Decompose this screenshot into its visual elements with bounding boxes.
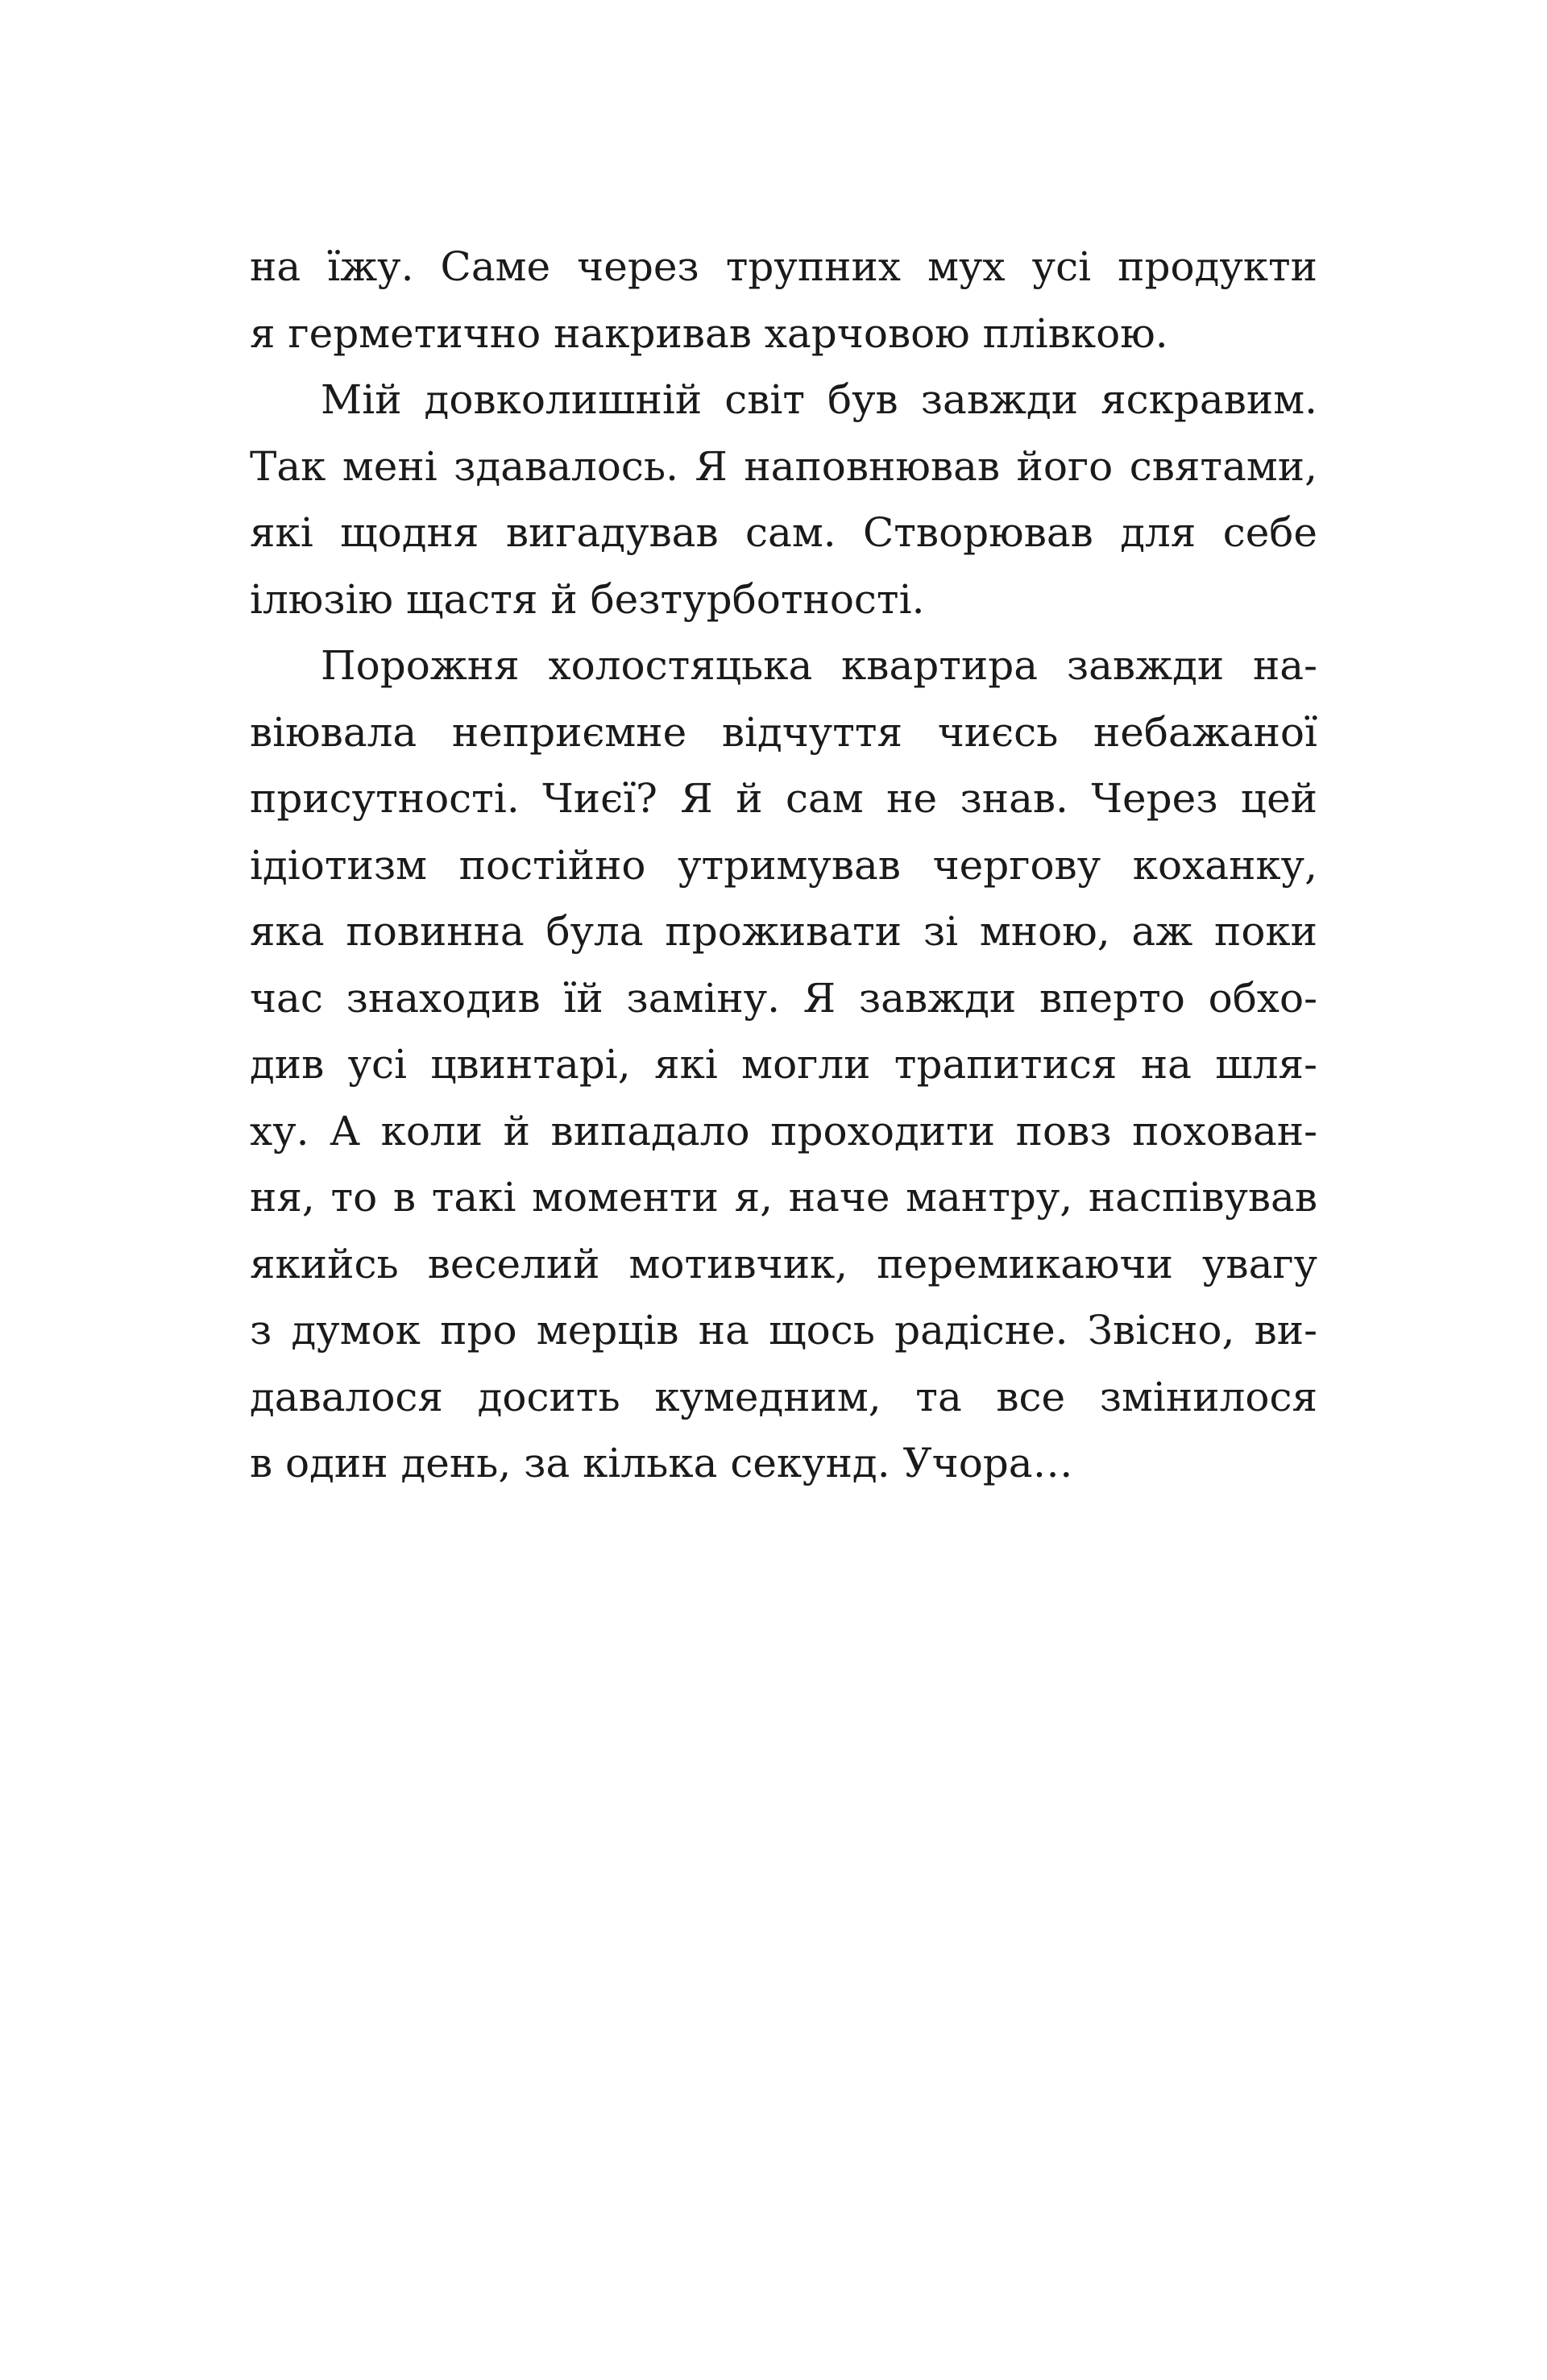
- text-line: які щодня вигадував сам. Створював для себе: [250, 509, 1317, 556]
- text-line: якийсь веселий мотивчик, перемикаючи увагу: [250, 1240, 1317, 1287]
- text-line: ілюзію щастя й безтурботності.: [250, 575, 925, 623]
- text-line: я герметично накривав харчовою плівкою.: [250, 309, 1168, 357]
- text-line: присутності. Чиєї? Я й сам не знав. Через цей: [250, 775, 1317, 822]
- text-line: Так мені здавалось. Я наповнював його святами,: [250, 442, 1317, 490]
- text-line: Мій довколишній світ був завжди яскравим.: [321, 376, 1317, 423]
- text-line: Порожня холостяцька квартира завжди на-: [321, 642, 1317, 689]
- text-line: ху. А коли й випадало проходити повз похован-: [250, 1107, 1317, 1155]
- text-line: час знаходив їй заміну. Я завжди вперто обхо-: [250, 974, 1317, 1022]
- body-text: [250, 234, 1317, 1497]
- text-line: ня, то в такі моменти я, наче мантру, наспівував: [250, 1174, 1317, 1221]
- paragraph-3: [250, 632, 1317, 1497]
- text-line: ідіотизм постійно утримував чергову коханку,: [250, 841, 1317, 889]
- paragraph-1: [250, 234, 1317, 367]
- text-line: див усі цвинтарі, які могли трапитися на шля-: [250, 1041, 1317, 1088]
- text-line: яка повинна була проживати зі мною, аж поки: [250, 908, 1317, 955]
- text-line: на їжу. Саме через трупних мух усі продукти: [250, 243, 1317, 290]
- paragraph-2: [250, 367, 1317, 632]
- text-line: з думок про мерців на щось радісне. Звісно, ви-: [250, 1307, 1317, 1354]
- text-line: давалося досить кумедним, та все змінилося: [250, 1373, 1317, 1420]
- text-line: в один день, за кілька секунд. Учора…: [250, 1440, 1073, 1486]
- text-line: віювала неприємне відчуття чиєсь небажаної: [250, 708, 1317, 756]
